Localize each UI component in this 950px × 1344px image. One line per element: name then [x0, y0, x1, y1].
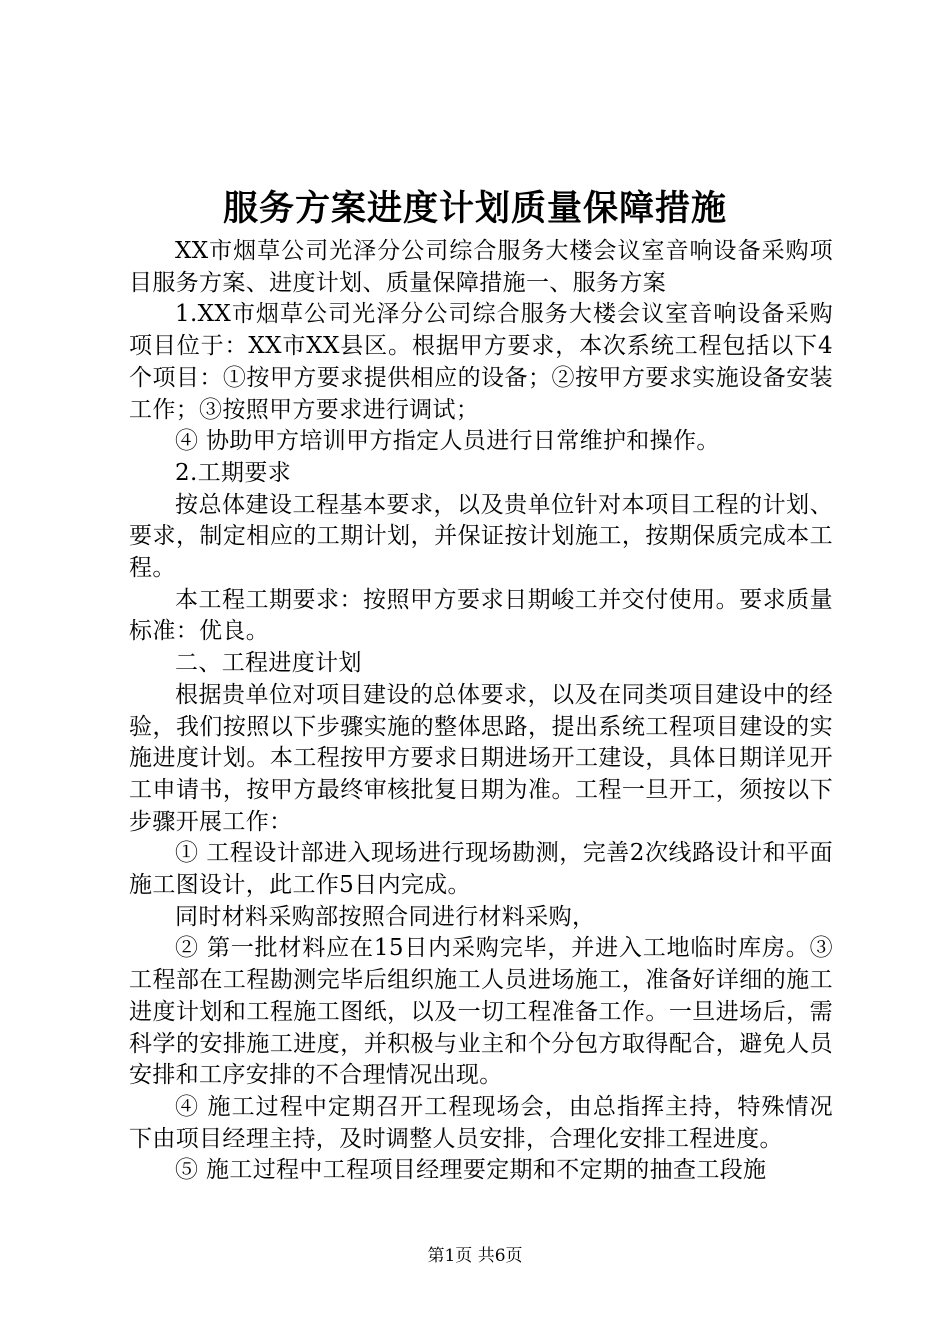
paragraph-schedule-requirements: 按总体建设工程基本要求，以及贵单位针对本项目工程的计划、要求，制定相应的工期计划，并保证按计划施工，按期保质完成本工程。	[129, 491, 833, 582]
paragraph-project-location: 1.XX市烟草公司光泽分公司综合服务大楼会议室音响设备采购项目位于：XX市XX县区。根据甲方要求，本次系统工程包括以下4个项目：①按甲方要求提供相应的设备；②按甲方要求实施设备安装工作；③按照甲方要求进行调试；	[129, 301, 833, 423]
paragraph-intro: XX市烟草公司光泽分公司综合服务大楼会议室音响设备采购项目服务方案、进度计划、质量保障措施一、服务方案	[129, 238, 833, 296]
paragraph-progress-plan: 根据贵单位对项目建设的总体要求，以及在同类项目建设中的经验，我们按照以下步骤实施的整体思路，提出系统工程项目建设的实施进度计划。本工程按甲方要求日期进场开工建设，具体日期详见开工申请书，按甲方最终审核批复日期为准。工程一旦开工，须按以下步骤开展工作：	[129, 681, 833, 835]
document-body	[129, 236, 833, 1187]
paragraph-step-4: ④ 施工过程中定期召开工程现场会，由总指挥主持，特殊情况下由项目经理主持，及时调整人员安排，合理化安排工程进度。	[129, 1093, 833, 1152]
paragraph-section-2-heading: 二、工程进度计划	[175, 650, 362, 677]
document-title: 服务方案进度计划质量保障措施	[222, 188, 727, 229]
paragraph-step-2-3: ② 第一批材料应在15日内采购完毕，并进入工地临时库房。③工程部在工程勘测完毕后组织施工人员进场施工，准备好详细的施工进度计划和工程施工图纸，以及一切工程准备工作。一旦进场后，需科学的安排施工进度，并积极与业主和个分包方取得配合，避免人员安排和工序安排的不合理情况出现。	[129, 935, 833, 1089]
paragraph-schedule-heading: 2.工期要求	[175, 459, 292, 486]
paragraph-step-5: ⑤ 施工过程中工程项目经理要定期和不定期的抽查工段施	[175, 1157, 767, 1184]
page-footer: 第1页 共6页	[427, 1246, 523, 1266]
paragraph-step-1: ① 工程设计部进入现场进行现场勘测，完善2次线路设计和平面施工图设计，此工作5日内完成。	[129, 840, 833, 899]
paragraph-procurement: 同时材料采购部按照合同进行材料采购，	[175, 903, 596, 930]
paragraph-item-4: ④ 协助甲方培训甲方指定人员进行日常维护和操作。	[175, 428, 720, 455]
paragraph-schedule-quality: 本工程工期要求：按照甲方要求日期峻工并交付使用。要求质量标准：优良。	[129, 586, 833, 645]
